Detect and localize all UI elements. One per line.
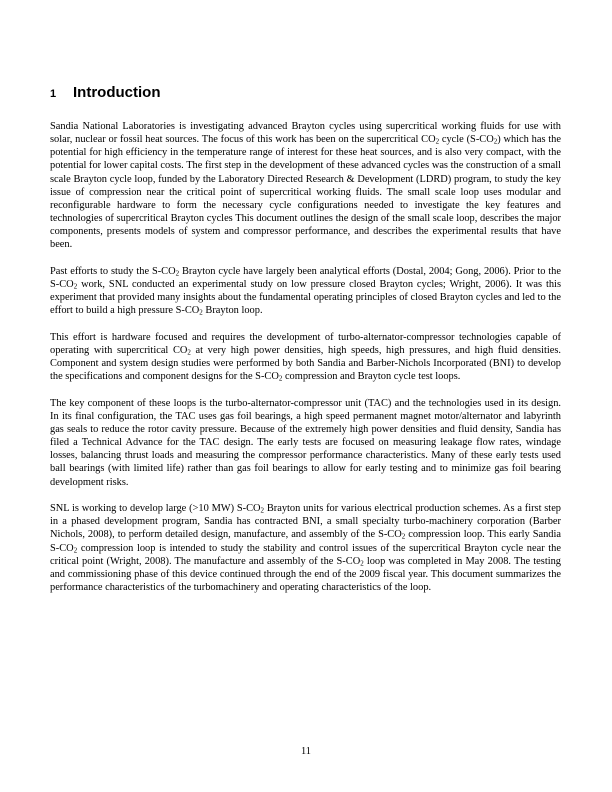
subscript: 2: [493, 137, 498, 146]
subscript: 2: [260, 506, 265, 515]
paragraph: Past efforts to study the $S-CO_2$ Brayton cycle have largely been analytical efforts (Dostal, 2004; Gong, 2006). Prior to the $S-CO_2$ work, SNL conducted an experimental study on low pressure closed Brayton cycles; Wright, 2006). It was this experiment that provided many insights about the fundamental operating principles of closed Brayton cycles and led to the effort to build a high pressure $S-CO_2$ Brayton loop.: [50, 265, 561, 317]
paragraph: Sandia National Laboratories is investigating advanced Brayton cycles using supercritical working fluids for use with solar, nuclear or fossil heat sources. The focus of this work has been on the supercritical $CO_2$ cycle $(S-CO_2)$ which has the potential for high efficiency in the temperature range of interest for these heat sources, and is also very compact, with the potential for lower capital costs. The first step in the development of these advanced cycles was the construction of a small scale Brayton cycle loop, funded by the Laboratory Directed Research & Development (LDRD) program, to study the key issue of compression near the critical point of supercritical working fluids. The small scale loop uses modular and reconfigurable hardware to form the necessary cycle configurations needed to investigate the key features and technologies of supercritical Brayton cycles This document outlines the design of the small scale loop, describes the major components, presents models of system and compressor performance, and describes the experimental results that have been.: [50, 121, 561, 251]
paragraph: This effort is hardware focused and requires the development of turbo-alternator-compressor technologies capable of operating with supercritical $CO_2$ at very high power densities, high speeds, high pressures, and high fluid densities. Component and system design studies were performed by both Sandia and Barber-Nichols Incorporated (BNI) to develop the specifications and component designs for the $S-CO_2$ compression and Brayton cycle test loops.: [50, 331, 561, 383]
section-number: 1: [50, 88, 57, 100]
body-text: [50, 120, 561, 607]
section-title: Introduction: [73, 84, 161, 101]
subscript: 2: [278, 374, 283, 383]
subscript: 2: [401, 532, 406, 541]
subscript: 2: [175, 269, 180, 278]
section-heading: [50, 84, 160, 101]
subscript: 2: [435, 137, 440, 146]
paragraph: The key component of these loops is the turbo-alternator-compressor unit (TAC) and the technologies used in its design. In its final configuration, the TAC uses gas foil bearings, a high speed permanent magnet motor/alternator and labyrinth gas seals to reduce the rotor cavity pressure. Because of the extremely high power densities and fluid density, Sandia has filed a Technical Advance for the TAC design. The early tests are focused on measuring leakage flow rates, windage losses, balancing thrust loads and measuring the compressor performance characteristics. Many of these early tests used ball bearings (with limited life) rather than gas foil bearings to allow for early testing and to minimize gas foil bearing development risks.: [50, 397, 561, 488]
page-number: 11: [300, 746, 311, 757]
subscript: 2: [199, 308, 203, 317]
paragraph: SNL is working to develop large (>10 MW) $S-CO_2$ Brayton units for various electrical production schemes. As a first step in a phased development program, Sandia has contracted BNI, a small specialty turbo-machinery corporation (Barber Nichols, 2008), to perform detailed design, manufacture, and assembly of the $S-CO_2$ compression loop. This early Sandia $S-CO_2$ compression loop is intended to study the stability and control issues of the supercritical Brayton cycle near the critical point (Wright, 2008). The manufacture and assembly of the $S-CO_2$ loop was completed in May 2008. The testing and commissioning phase of this device continued through the end of the 2009 fiscal year. This document summarizes the performance characteristics of the turbomachinery and operating characteristics of the loop.: [50, 503, 561, 594]
subscript: 2: [73, 282, 78, 291]
subscript: 2: [187, 348, 191, 357]
subscript: 2: [360, 559, 364, 568]
subscript: 2: [73, 546, 78, 555]
